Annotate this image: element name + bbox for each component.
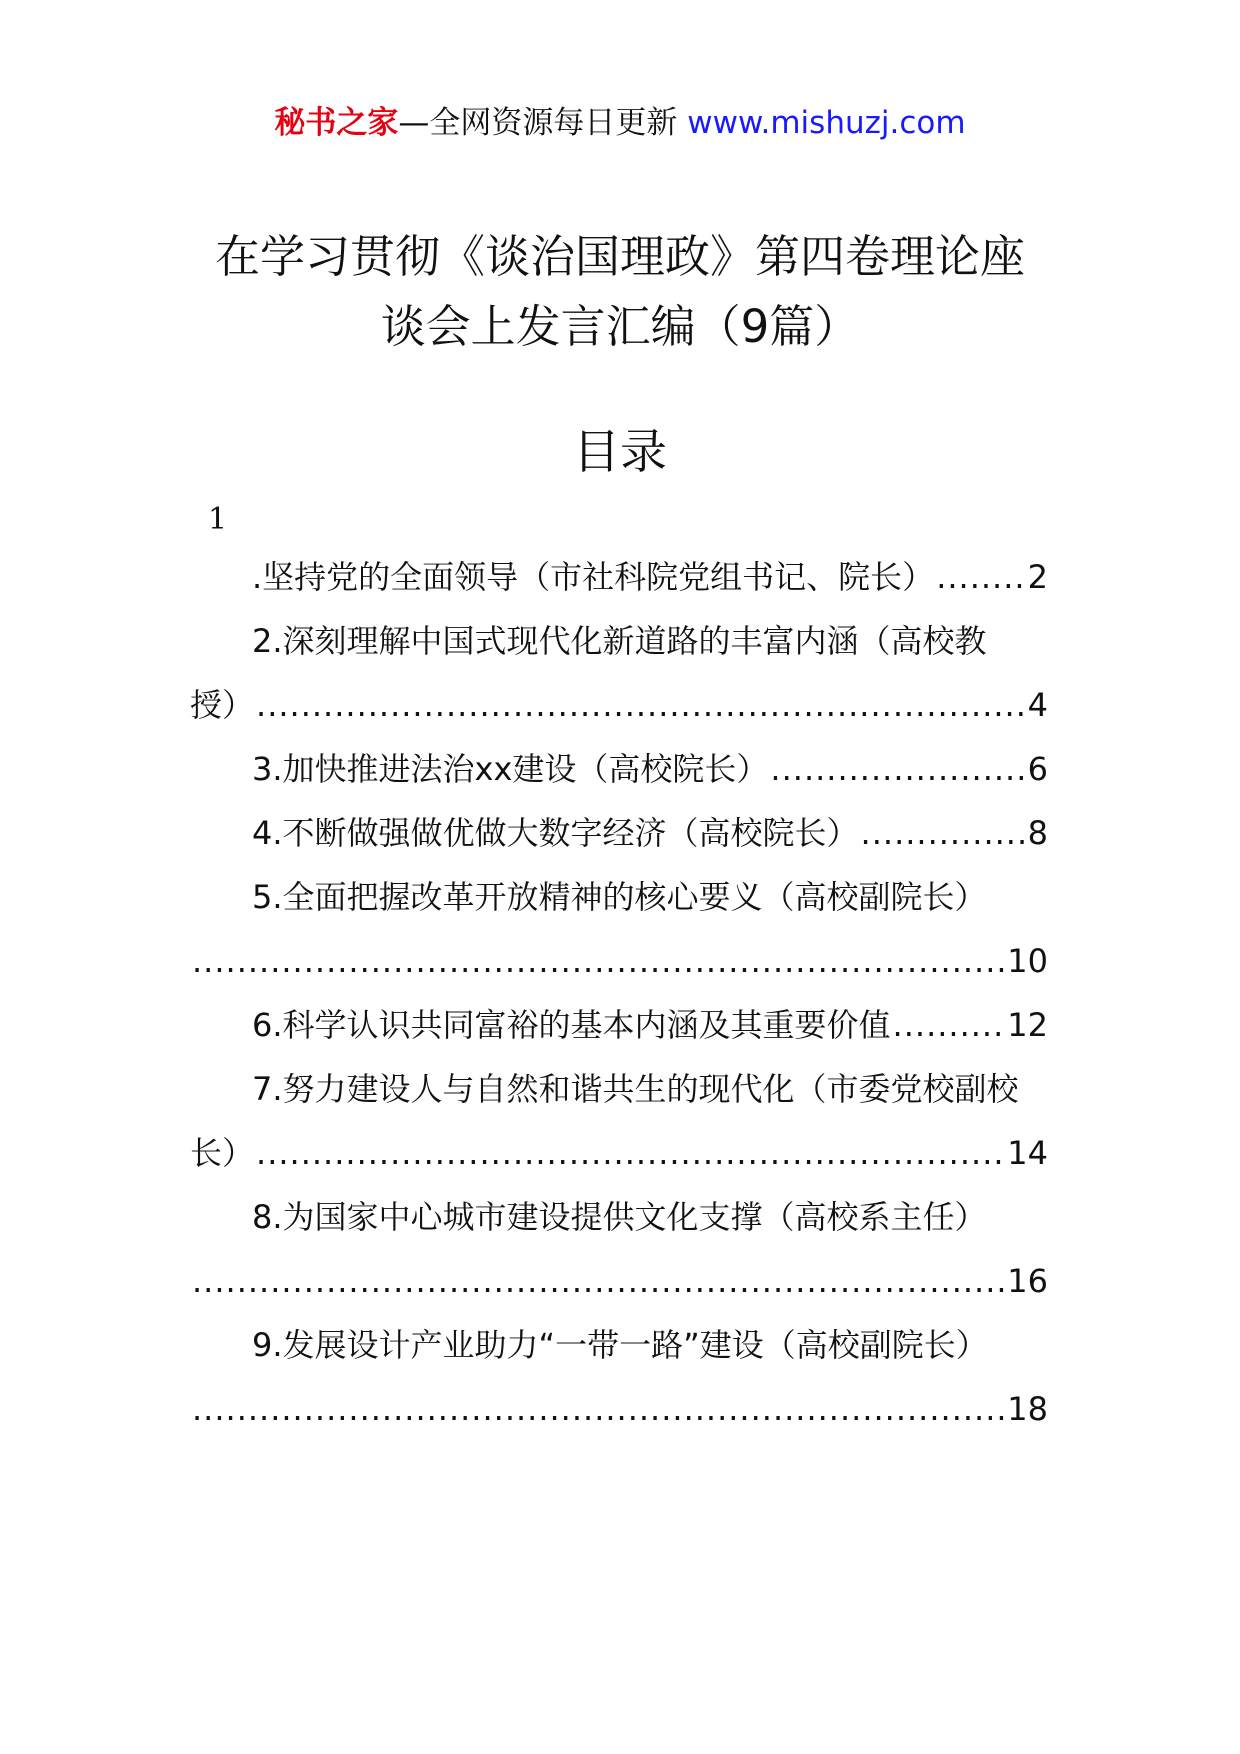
toc-page-number: 6 [1027, 750, 1048, 788]
toc-entry-title: 5.全面把握改革开放精神的核心要义（高校副院长） [252, 878, 987, 916]
toc-dot-leader [936, 545, 1025, 609]
toc-page-number: 16 [1007, 1262, 1048, 1300]
toc-entry-row [190, 545, 1048, 609]
toc-page-number: 18 [1007, 1390, 1048, 1428]
toc-page-number: 2 [1027, 558, 1048, 596]
toc-page-number: 8 [1027, 814, 1048, 852]
document-title [140, 222, 1100, 362]
toc-entry-title: 7.努力建设人与自然和谐共生的现代化（市委党校副校 [252, 1070, 1019, 1108]
toc-page-number: 14 [1007, 1134, 1048, 1172]
toc-entry-1[interactable] [190, 545, 1048, 609]
toc-dot-leader [893, 993, 1006, 1057]
toc-entry-text: 长） [190, 1134, 255, 1172]
toc-entry-7[interactable] [190, 1057, 1048, 1185]
toc-dot-leader [770, 737, 1025, 801]
toc-entry-row [190, 993, 1048, 1057]
toc-entry-text: 授） [190, 686, 255, 724]
toc-entry-row [190, 1377, 1048, 1441]
toc-dot-leader [256, 1121, 1005, 1185]
toc-dot-leader [256, 673, 1026, 737]
toc-entry-2[interactable] [190, 609, 1048, 737]
toc-entry-row [190, 673, 1048, 737]
document-title-line-1: 在学习贯彻《谈治国理政》第四卷理论座 [214, 230, 1025, 283]
toc-dot-leader [192, 1377, 1005, 1441]
toc-entry-9[interactable] [190, 1313, 1048, 1441]
toc-entry-5[interactable] [190, 865, 1048, 993]
toc-entry-4[interactable] [190, 801, 1048, 865]
toc-entry-title: 8.为国家中心城市建设提供文化支撑（高校系主任） [252, 1198, 987, 1236]
site-brand: 秘书之家 [274, 105, 399, 141]
toc-entry-text: 3.加快推进法治xx建设（高校院长） [252, 750, 769, 788]
toc-entry-row [190, 737, 1048, 801]
toc-entry-3[interactable] [190, 737, 1048, 801]
toc-dot-leader [192, 1249, 1005, 1313]
site-header [0, 100, 1240, 146]
toc-entry-6[interactable] [190, 993, 1048, 1057]
toc-entry-text: 4.不断做强做优做大数字经济（高校院长） [252, 814, 859, 852]
toc-entry-text: 6.科学认识共同富裕的基本内涵及其重要价值 [252, 1006, 891, 1044]
toc-entry-title: 2.深刻理解中国式现代化新道路的丰富内涵（高校教 [252, 622, 987, 660]
document-title-line-2: 谈会上发言汇编（9篇） [380, 300, 860, 353]
table-of-contents [190, 545, 1048, 1441]
site-url-link[interactable]: www.mishuzj.com [687, 105, 966, 141]
index-marker: 1 [208, 502, 228, 537]
toc-heading: 目录 [573, 425, 667, 480]
toc-page-number: 12 [1007, 1006, 1048, 1044]
toc-page-number: 10 [1007, 942, 1048, 980]
toc-entry-row [190, 1249, 1048, 1313]
toc-entry-8[interactable] [190, 1185, 1048, 1313]
toc-entry-title: 9.发展设计产业助力“一带一路”建设（高校副院长） [252, 1326, 988, 1364]
toc-entry-row [190, 801, 1048, 865]
toc-entry-row [190, 929, 1048, 993]
toc-page-number: 4 [1027, 686, 1048, 724]
toc-dot-leader [192, 929, 1005, 993]
toc-dot-leader [861, 801, 1026, 865]
toc-entry-text: .坚持党的全面领导（市社科院党组书记、院长） [252, 558, 935, 596]
site-tagline: —全网资源每日更新 [398, 105, 688, 141]
toc-entry-row [190, 1121, 1048, 1185]
